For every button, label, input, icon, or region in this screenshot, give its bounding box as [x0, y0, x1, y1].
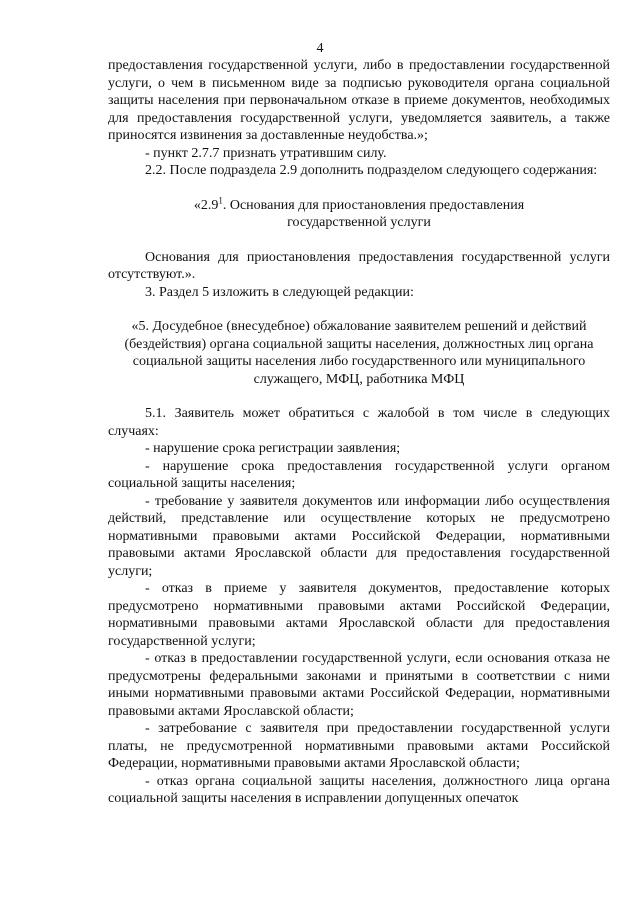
list-item: - отказ органа социальной защиты населения, должностного лица органа социальной защиты населения в исправлении допущенных опечаток — [108, 773, 610, 806]
list-item: - нарушение срока регистрации заявления; — [145, 441, 401, 456]
paragraph: предоставления государственной услуги, либо в предоставлении государственной услуги, о чем в письменном виде за подписью руководителя органа социальной защиты населения при первоначальном отказе в приеме документов, необходимых для предоставления государственной услуги, уведомляется заявитель, а также приносятся извинения за доставленные неудобства.»; — [108, 58, 610, 143]
page-number: 4 — [316, 41, 324, 56]
list-item: - затребование с заявителя при предоставлении государственной услуги платы, не предусмотренной нормативными правовыми актами Российской Федерации, нормативными правовыми актами Ярославской области; — [108, 721, 610, 771]
list-item: - нарушение срока предоставления государственной услуги органом социальной защиты населения; — [108, 458, 610, 491]
paragraph: Основания для приостановления предоставления государственной услуги отсутствуют.». — [108, 249, 610, 282]
section-heading: «5. Досудебное (внесудебное) обжалование заявителем решений и действий (бездействия) органа социальной защиты населения, должностных лиц органа социальной защиты населения либо государственного или муниципального служащего, МФЦ, работника МФЦ — [124, 319, 594, 387]
paragraph: 2.2. После подраздела 2.9 дополнить подразделом следующего содержания: — [145, 163, 598, 178]
list-item: - отказ в предоставлении государственной услуги, если основания отказа не предусмотрены федеральными законами и принятыми в соответствии с ними иными нормативными правовыми актами Российской Федерации, нормативными правовыми актами Ярославской области; — [108, 651, 610, 719]
list-item: - требование у заявителя документов или информации либо осуществления действий, представление или осуществление которых не предусмотрено нормативными правовыми актами Российской Федерации, нормативными правовыми актами Ярославской области для предоставления государственной услуги; — [108, 493, 610, 579]
list-item: - отказ в приеме у заявителя документов, предоставление которых предусмотрено нормативными правовыми актами Российской Федерации, нормативными правовыми актами Ярославской области для предоставления государственной услуги; — [108, 581, 610, 649]
paragraph: 3. Раздел 5 изложить в следующей редакции: — [145, 284, 414, 300]
section-heading: «$2.9^1$. Основания для приостановления предоставления государственной услуги — [193, 194, 525, 230]
paragraph: - пункт 2.7.7 признать утратившим силу. — [145, 145, 387, 161]
document-body — [108, 57, 610, 808]
paragraph: 5.1. Заявитель может обратиться с жалобой в том числе в следующих случаях: — [108, 406, 610, 439]
